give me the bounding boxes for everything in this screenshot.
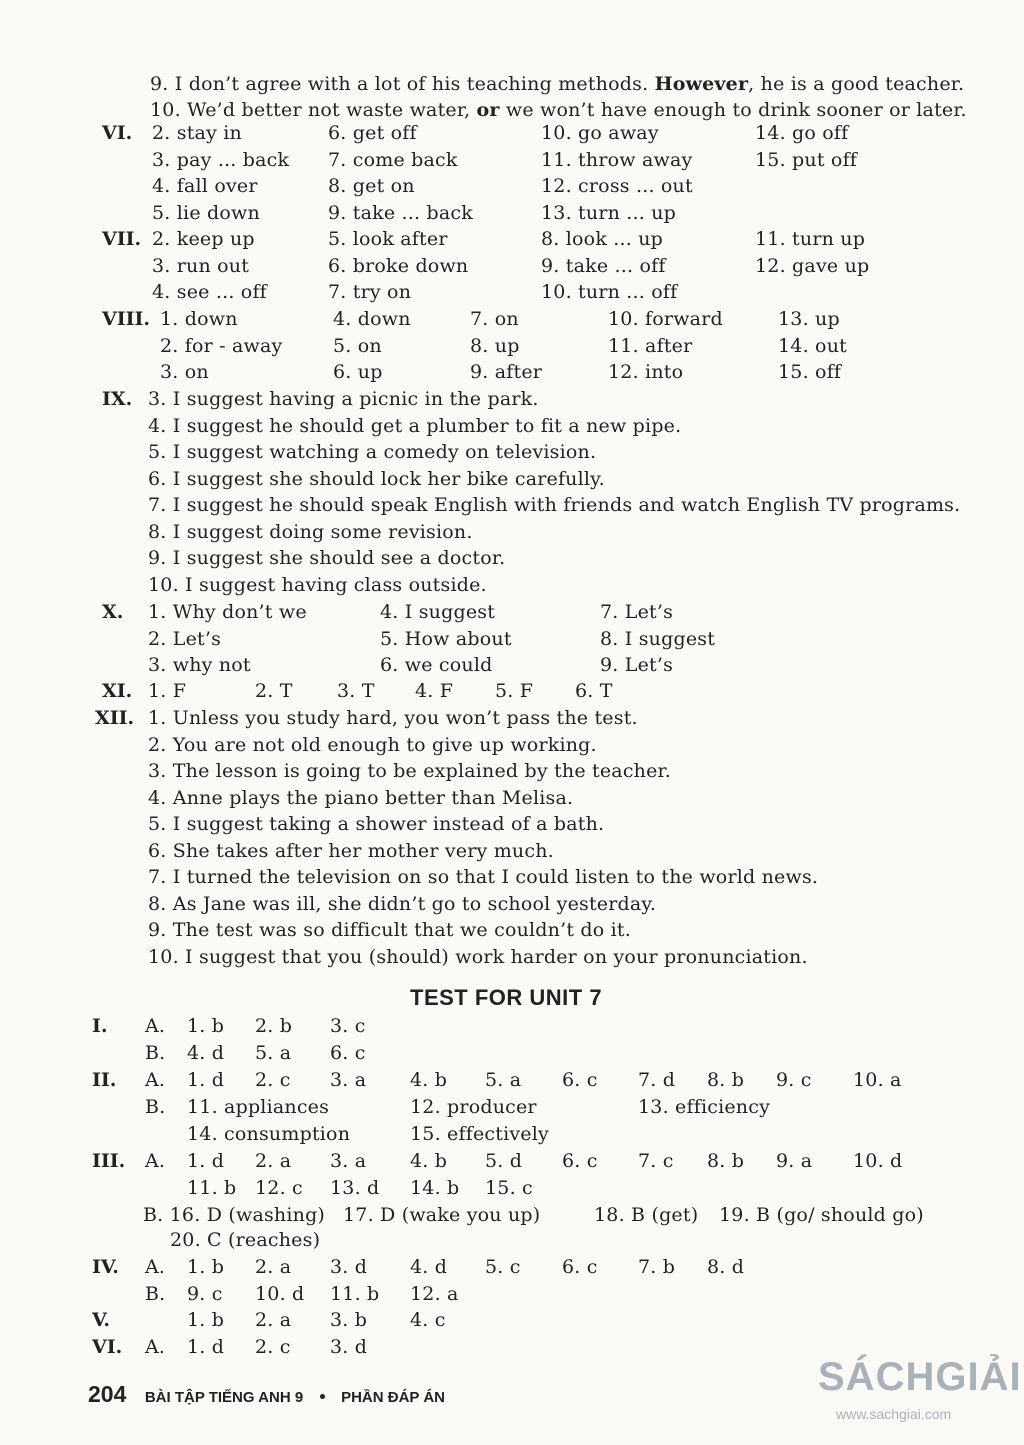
answer-item: 3. b: [330, 1309, 368, 1331]
answer-item: 13. efficiency: [638, 1096, 771, 1118]
answer-item: A.: [145, 1256, 166, 1278]
answer-item: 3. on: [160, 361, 209, 383]
answer-item: 12. a: [410, 1283, 459, 1305]
answer-item: 7. come back: [328, 148, 458, 171]
answer-item: 1. b: [187, 1309, 225, 1331]
answer-item: 5. I suggest watching a comedy on television.: [148, 441, 597, 463]
answer-item: 9. take ... back: [328, 201, 473, 224]
section-label: VIII.: [102, 308, 151, 330]
answer-item: 15. put off: [755, 148, 858, 171]
answer-item: 11. after: [608, 334, 693, 357]
answer-line: 9. I don’t agree with a lot of his teaching methods. However, he is a good teacher.: [150, 73, 965, 95]
answer-item: 6. c: [562, 1256, 598, 1278]
answer-item: 2. c: [255, 1336, 291, 1358]
answer-item: 5. d: [485, 1150, 523, 1172]
answer-item: 12. c: [255, 1177, 303, 1199]
answer-item: 9. c: [776, 1069, 812, 1091]
answer-item: 3. d: [330, 1336, 368, 1358]
answer-item: 6. T: [575, 680, 613, 702]
answer-item: 15. off: [778, 361, 842, 383]
answer-item: 2. keep up: [152, 228, 255, 250]
answer-item: 3. pay ... back: [152, 148, 290, 171]
answer-item: 1. d: [187, 1336, 225, 1358]
answer-item: 8. d: [707, 1256, 745, 1278]
answer-item: 2. a: [255, 1256, 292, 1278]
answer-item: 14. out: [778, 334, 847, 357]
answer-item: 4. down: [333, 308, 411, 330]
answer-item: 4. fall over: [152, 175, 258, 197]
answer-item: 7. I suggest he should speak English with friends and watch English TV programs.: [148, 494, 961, 516]
answer-item: 6. c: [562, 1069, 598, 1091]
answer-item: 8. look ... up: [541, 228, 664, 250]
answer-item: 4. see ... off: [152, 281, 267, 303]
answer-item: 1. d: [187, 1150, 225, 1172]
answer-item: 10. a: [853, 1069, 902, 1091]
answer-item: 4. b: [410, 1150, 448, 1172]
answer-item: B.: [145, 1042, 166, 1064]
answer-item: 8. As Jane was ill, she didn’t go to school yesterday.: [148, 892, 657, 915]
section-label: IX.: [102, 388, 133, 410]
answer-item: 15. c: [485, 1177, 533, 1199]
answer-item: 6. c: [562, 1150, 598, 1172]
answer-item: A.: [145, 1336, 166, 1358]
section-label: VI.: [92, 1336, 123, 1358]
answer-item: 7. b: [638, 1256, 676, 1278]
answer-item: B.: [145, 1283, 166, 1305]
watermark-logo: SÁCHGIẢI: [818, 1355, 1022, 1399]
answer-item: 4. d: [187, 1042, 225, 1064]
answer-item: 6. up: [333, 361, 383, 383]
answer-item: 5. c: [485, 1256, 521, 1278]
answer-item: 3. d: [330, 1256, 368, 1278]
answer-item: 11. throw away: [541, 148, 693, 171]
answer-item: 7. on: [470, 308, 519, 330]
answer-item: 19. B (go/ should go): [719, 1204, 924, 1226]
answer-item: 11. b: [187, 1177, 237, 1199]
answer-item: 10. go away: [541, 122, 659, 144]
answer-item: A.: [145, 1150, 166, 1172]
answer-item: 10. d: [255, 1283, 305, 1305]
answer-item: 10. I suggest having class outside.: [148, 573, 487, 596]
answer-item: 4. I suggest: [380, 601, 496, 623]
answer-item: 6. c: [330, 1042, 366, 1064]
answer-item: 9. The test was so difficult that we couldn’t do it.: [148, 919, 632, 941]
answer-item: 2. stay in: [152, 122, 242, 144]
answer-item: 8. b: [707, 1069, 745, 1091]
answer-item: 2. a: [255, 1150, 292, 1172]
answer-item: 9. a: [776, 1150, 813, 1172]
answer-item: 3. a: [330, 1069, 367, 1091]
section-label: VI.: [102, 122, 133, 144]
answer-item: 14. go off: [755, 122, 849, 144]
section-label: IV.: [92, 1256, 119, 1278]
answer-item: 8. up: [470, 334, 520, 357]
answer-item: 3. run out: [152, 254, 250, 277]
answer-item: 10. forward: [608, 308, 723, 330]
answer-item: B.: [145, 1096, 166, 1118]
answer-item: 8. I suggest: [600, 627, 716, 650]
answer-item: 1. down: [160, 308, 238, 330]
answer-item: 10. d: [853, 1150, 903, 1172]
answer-item: 10. turn ... off: [541, 281, 678, 303]
answer-item: 7. d: [638, 1069, 676, 1091]
answer-item: 9. c: [187, 1283, 223, 1305]
answer-item: 13. up: [778, 308, 840, 330]
answer-item: 8. b: [707, 1150, 745, 1172]
watermark: [818, 1355, 1022, 1422]
section-name: PHẦN ĐÁP ÁN: [341, 1389, 445, 1406]
answer-item: 8. I suggest doing some revision.: [148, 520, 473, 543]
section-label: III.: [92, 1150, 126, 1172]
answer-item: 9. I suggest she should see a doctor.: [148, 547, 506, 569]
answer-item: 1. Why don’t we: [148, 601, 307, 623]
answer-item: 6. She takes after her mother very much.: [148, 839, 554, 862]
answer-item: 9. take ... off: [541, 254, 666, 277]
section-label: VII.: [102, 228, 142, 250]
answer-item: 3. a: [330, 1150, 367, 1172]
book-title: BÀI TẬP TIẾNG ANH 9: [144, 1389, 304, 1406]
answer-item: 2. Let’s: [148, 627, 222, 650]
answer-item: 1. F: [148, 680, 187, 702]
answer-item: 10. I suggest that you (should) work harder on your pronunciation.: [148, 945, 808, 968]
watermark-url: www.sachgiai.com: [836, 1406, 952, 1422]
answer-item: 9. Let’s: [600, 654, 674, 676]
answer-item: 7. I turned the television on so that I could listen to the world news.: [148, 866, 819, 888]
answer-item: 12. into: [608, 361, 684, 383]
answer-item: 1. b: [187, 1015, 225, 1037]
answer-item: 1. b: [187, 1256, 225, 1278]
answer-item: 7. c: [638, 1150, 674, 1172]
answer-item: 11. appliances: [187, 1096, 330, 1118]
answer-item: 2. for - away: [160, 334, 283, 357]
section-label: I.: [92, 1015, 108, 1037]
answer-item: 5. a: [255, 1042, 292, 1064]
answer-item: 2. c: [255, 1069, 291, 1091]
answer-item: 1. Unless you study hard, you won’t pass the test.: [148, 707, 638, 729]
answer-item: 9. after: [470, 361, 543, 383]
section-label: XI.: [102, 680, 133, 702]
answer-item: 5. How about: [380, 627, 512, 650]
answer-item: 17. D (wake you up): [343, 1204, 541, 1226]
answer-item: 5. a: [485, 1069, 522, 1091]
answer-item: 12. gave up: [755, 254, 870, 277]
answer-item: 3. I suggest having a picnic in the park.: [148, 388, 539, 410]
answer-item: 3. The lesson is going to be explained by the teacher.: [148, 760, 671, 782]
section-label: XII.: [95, 707, 135, 729]
answer-item: 4. b: [410, 1069, 448, 1091]
answer-item: 2. b: [255, 1015, 293, 1037]
answer-line: 10. We’d better not waste water, or we won’t have enough to drink sooner or later.: [150, 99, 967, 121]
section-label: V.: [92, 1309, 111, 1331]
answer-item: 3. T: [337, 680, 375, 702]
answer-item: A.: [145, 1069, 166, 1091]
answer-item: 4. d: [410, 1256, 448, 1278]
answer-item: 4. c: [410, 1309, 446, 1331]
answer-item: 2. You are not old enough to give up working.: [148, 733, 597, 756]
answer-item: 12. cross ... out: [541, 175, 693, 197]
section-label: X.: [102, 601, 124, 623]
answer-item: 1. d: [187, 1069, 225, 1091]
answer-item: 3. why not: [148, 654, 251, 676]
answer-item: 4. F: [415, 680, 454, 702]
answer-item: 5. F: [495, 680, 534, 702]
answer-item: 3. c: [330, 1015, 366, 1037]
answer-item: A.: [145, 1015, 166, 1037]
answer-item: 2. a: [255, 1309, 292, 1331]
answer-item: 5. lie down: [152, 201, 260, 224]
answer-item: 6. I suggest she should lock her bike carefully.: [148, 467, 605, 490]
answer-item: 14. consumption: [187, 1123, 351, 1145]
answer-item: 20. C (reaches): [170, 1229, 321, 1251]
answer-item: 14. b: [410, 1177, 460, 1199]
answer-item: 6. we could: [380, 654, 493, 676]
section-label: II.: [92, 1069, 117, 1091]
page-number: 204: [88, 1381, 127, 1407]
answer-item: 13. turn ... up: [541, 201, 677, 224]
answer-item: 7. Let’s: [600, 601, 674, 623]
answer-item: 11. turn up: [755, 228, 866, 250]
answer-item: 8. get on: [328, 175, 415, 197]
answer-item: 12. producer: [410, 1096, 537, 1118]
test-title: TEST FOR UNIT 7: [410, 985, 603, 1010]
answer-item: 18. B (get): [594, 1204, 699, 1226]
answer-item: B. 16. D (washing): [143, 1204, 326, 1226]
answer-item: 15. effectively: [410, 1123, 549, 1145]
answer-item: 7. try on: [328, 281, 412, 303]
answer-item: 6. get off: [328, 122, 417, 144]
page-footer: [88, 1381, 445, 1408]
answer-item: 2. T: [255, 680, 293, 702]
answer-item: 4. Anne plays the piano better than Melisa.: [148, 786, 574, 809]
answer-item: 13. d: [330, 1177, 380, 1199]
answer-item: 11. b: [330, 1283, 380, 1305]
bullet-icon: [320, 1394, 325, 1399]
answer-item: 5. look after: [328, 228, 448, 250]
answer-item: 5. on: [333, 334, 382, 357]
answer-item: 4. I suggest he should get a plumber to fit a new pipe.: [148, 414, 682, 437]
answer-item: 5. I suggest taking a shower instead of a bath.: [148, 813, 605, 835]
answer-item: 6. broke down: [328, 254, 469, 277]
